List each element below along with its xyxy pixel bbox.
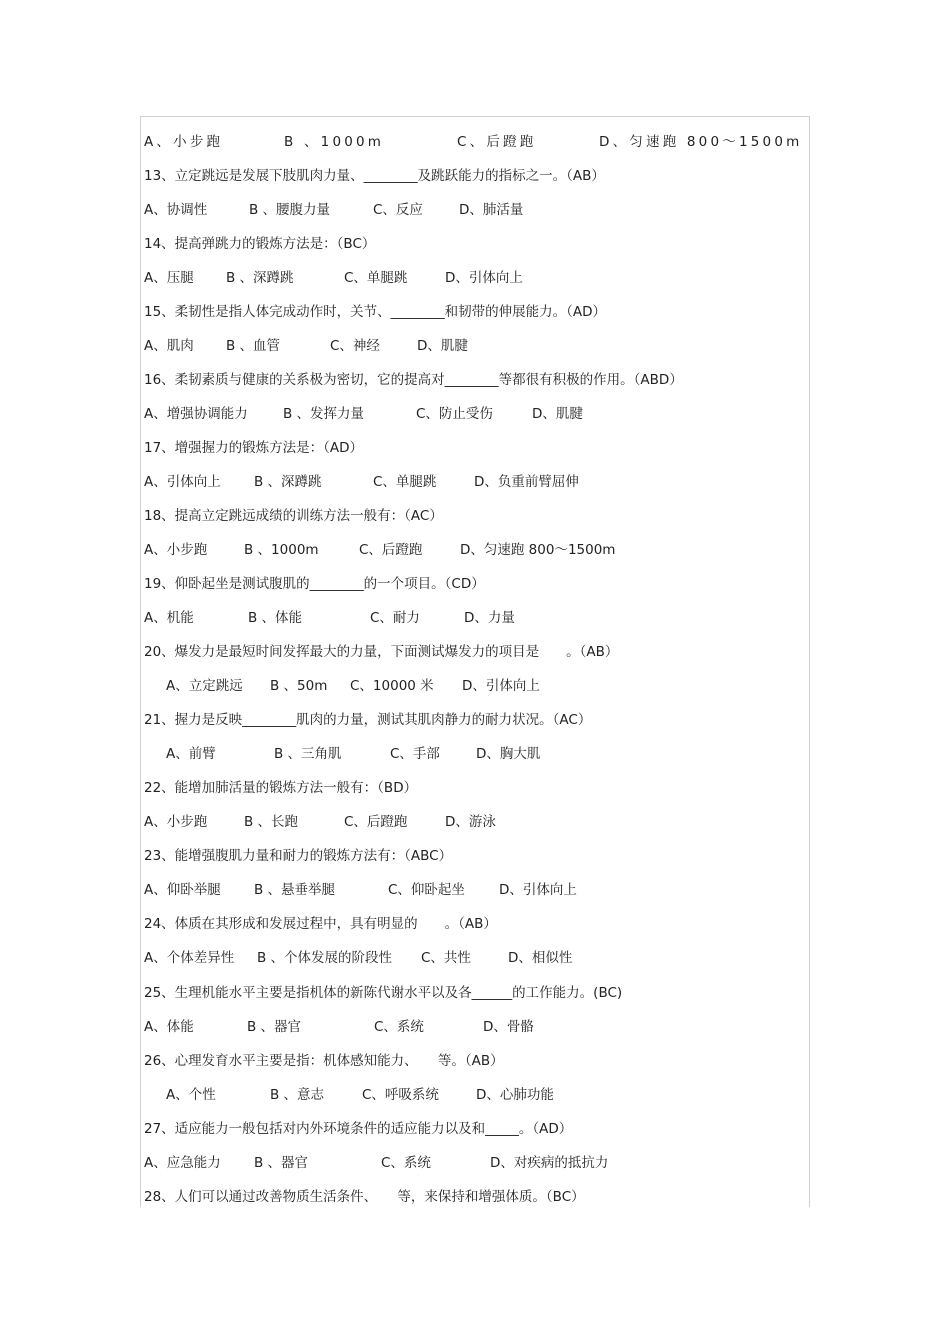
option-a: A、协调性 bbox=[144, 202, 208, 218]
option-c: C、仰卧起坐 bbox=[388, 882, 465, 898]
question-21: 21、握力是反映________肌肉的力量，测试其肌肉静力的耐力状况。（AC） bbox=[144, 712, 592, 728]
option-a: A、体能 bbox=[144, 1019, 194, 1035]
question-26: 26、心理发育水平主要是指：机体感知能力、 等。（AB） bbox=[144, 1053, 504, 1069]
option-d: D、引体向上 bbox=[445, 270, 523, 286]
option-c: C、单腿跳 bbox=[373, 474, 437, 490]
option-c: C、神经 bbox=[330, 338, 380, 354]
option-c: C、系统 bbox=[381, 1155, 431, 1171]
question-25: 25、生理机能水平主要是指机体的新陈代谢水平以及各______的工作能力。(BC) bbox=[144, 985, 623, 1001]
option-b: B 、深蹲跳 bbox=[226, 270, 294, 286]
option-c: C、10000 米 bbox=[350, 678, 434, 694]
option-a: A、个体差异性 bbox=[144, 950, 235, 966]
question-20: 20、爆发力是最短时间发挥最大的力量，下面测试爆发力的项目是 。（AB） bbox=[144, 644, 619, 660]
option-b: B 、1000m bbox=[244, 542, 319, 558]
question-23: 23、能增强腹肌力量和耐力的锻炼方法有：（ABC） bbox=[144, 848, 453, 864]
question-14: 14、提高弹跳力的锻炼方法是：（BC） bbox=[144, 236, 376, 252]
option-a: A、压腿 bbox=[144, 270, 194, 286]
option-b: B 、50m bbox=[270, 678, 328, 694]
option-a: A、应急能力 bbox=[144, 1155, 221, 1171]
option-d: D、肌腱 bbox=[532, 406, 583, 422]
option-a: A、肌肉 bbox=[144, 338, 194, 354]
option-d: D、匀速跑 800～1500m bbox=[599, 134, 803, 150]
question-17: 17、增强握力的锻炼方法是：（AD） bbox=[144, 440, 364, 456]
option-a: A、小步跑 bbox=[144, 542, 208, 558]
option-d: D、负重前臂屈伸 bbox=[474, 474, 579, 490]
option-b: B 、血管 bbox=[226, 338, 281, 354]
question-13: 13、立定跳远是发展下肢肌肉力量、________及跳跃能力的指标之一。（AB） bbox=[144, 168, 605, 184]
option-c: C、共性 bbox=[421, 950, 471, 966]
option-b: B 、深蹲跳 bbox=[254, 474, 322, 490]
option-a: A、个性 bbox=[166, 1087, 216, 1103]
option-b: B 、个体发展的阶段性 bbox=[257, 950, 393, 966]
option-b: B 、意志 bbox=[270, 1087, 325, 1103]
option-d: D、引体向上 bbox=[499, 882, 577, 898]
option-a: A、增强协调能力 bbox=[144, 406, 248, 422]
question-22: 22、能增加肺活量的锻炼方法一般有：（BD） bbox=[144, 780, 418, 796]
option-b: B 、长跑 bbox=[244, 814, 299, 830]
question-24: 24、体质在其形成和发展过程中，具有明显的 。（AB） bbox=[144, 916, 497, 932]
option-b: B 、三角肌 bbox=[274, 746, 342, 762]
option-b: B 、悬垂举腿 bbox=[254, 882, 336, 898]
question-28: 28、人们可以通过改善物质生活条件、 等，来保持和增强体质。（BC） bbox=[144, 1189, 585, 1205]
question-15: 15、柔韧性是指人体完成动作时，关节、________和韧带的伸展能力。（AD） bbox=[144, 304, 607, 320]
option-a: A、小步跑 bbox=[144, 134, 224, 150]
option-c: C、后蹬跑 bbox=[344, 814, 408, 830]
option-d: D、肌腱 bbox=[417, 338, 468, 354]
option-a: A、立定跳远 bbox=[166, 678, 243, 694]
option-d: D、胸大肌 bbox=[476, 746, 541, 762]
option-d: D、相似性 bbox=[508, 950, 573, 966]
option-b: B 、器官 bbox=[247, 1019, 302, 1035]
option-c: C、呼吸系统 bbox=[362, 1087, 439, 1103]
option-b: B 、体能 bbox=[248, 610, 303, 626]
question-19: 19、仰卧起坐是测试腹肌的________的一个项目。（CD） bbox=[144, 576, 485, 592]
option-d: D、肺活量 bbox=[459, 202, 524, 218]
question-16: 16、柔韧素质与健康的关系极为密切，它的提高对________等都很有积极的作用。（ABD） bbox=[144, 372, 683, 388]
option-d: D、骨骼 bbox=[483, 1019, 534, 1035]
option-a: A、机能 bbox=[144, 610, 194, 626]
option-b: B 、1000m bbox=[284, 134, 385, 150]
option-d: D、匀速跑 800～1500m bbox=[460, 542, 616, 558]
option-d: D、游泳 bbox=[445, 814, 496, 830]
option-a: A、引体向上 bbox=[144, 474, 221, 490]
option-c: C、手部 bbox=[390, 746, 440, 762]
option-d: D、对疾病的抵抗力 bbox=[490, 1155, 609, 1171]
option-a: A、仰卧举腿 bbox=[144, 882, 221, 898]
option-c: C、耐力 bbox=[370, 610, 420, 626]
question-18: 18、提高立定跳远成绩的训练方法一般有：（AC） bbox=[144, 508, 443, 524]
option-d: D、引体向上 bbox=[462, 678, 540, 694]
option-c: C、防止受伤 bbox=[416, 406, 493, 422]
option-c: C、系统 bbox=[374, 1019, 424, 1035]
option-c: C、后蹬跑 bbox=[457, 134, 537, 150]
option-c: C、反应 bbox=[373, 202, 423, 218]
option-c: C、后蹬跑 bbox=[359, 542, 423, 558]
option-b: B 、发挥力量 bbox=[283, 406, 365, 422]
option-a: A、前臂 bbox=[166, 746, 216, 762]
option-c: C、单腿跳 bbox=[344, 270, 408, 286]
option-d: D、力量 bbox=[464, 610, 515, 626]
option-d: D、心肺功能 bbox=[476, 1087, 554, 1103]
question-27: 27、适应能力一般包括对内外环境条件的适应能力以及和_____。（AD） bbox=[144, 1121, 573, 1137]
option-b: B 、腰腹力量 bbox=[249, 202, 331, 218]
option-a: A、小步跑 bbox=[144, 814, 208, 830]
option-b: B 、器官 bbox=[254, 1155, 309, 1171]
